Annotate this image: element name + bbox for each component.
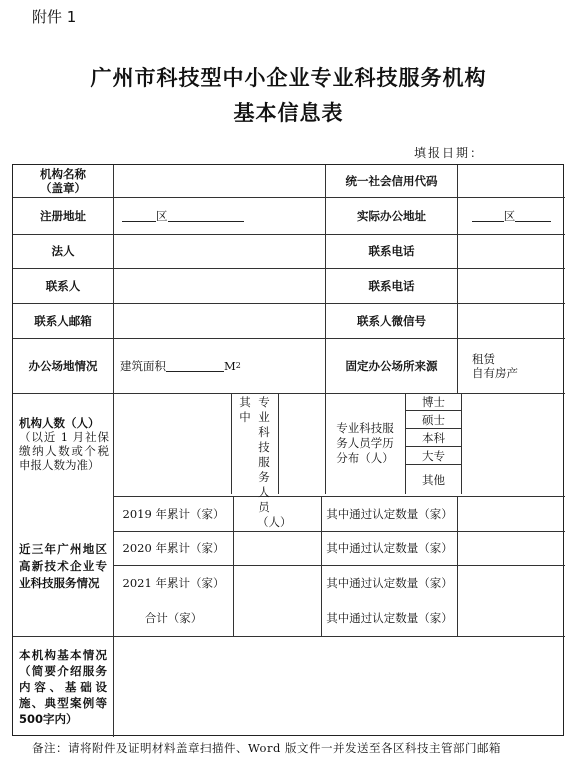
building-area-label: 建筑面积 [120, 358, 166, 373]
staff-count-title: 机构人数（人） [19, 415, 100, 430]
office-address-field[interactable] [458, 197, 565, 234]
degree-other: 其他 [422, 472, 445, 487]
building-area-field[interactable] [114, 338, 331, 393]
source-rent-option[interactable]: 租赁 [472, 351, 495, 366]
page-subtitle: 基本信息表 [233, 101, 344, 125]
professional-staff-text: 专业科技服务人员（人） [257, 395, 292, 529]
district-blank[interactable] [122, 209, 156, 222]
office-source-options[interactable] [458, 338, 565, 393]
year-2019-label: 2019 年累计（家） [122, 506, 225, 521]
district-label: 区 [156, 208, 168, 223]
phone-label: 联系电话 [368, 244, 415, 258]
col-line [325, 393, 326, 494]
info-table [12, 164, 564, 736]
year-2019-field[interactable] [234, 496, 321, 531]
year-2020-field[interactable] [234, 531, 321, 565]
degree-phd: 博士 [422, 394, 445, 409]
year-2021-label: 2021 年累计（家） [122, 575, 225, 590]
legal-person-field[interactable] [114, 234, 325, 268]
contact-wechat-label: 联系人微信号 [357, 313, 426, 328]
basic-info-field[interactable] [114, 637, 565, 737]
certified-2019-field[interactable] [458, 496, 565, 531]
fill-date-label: 填报日期： [414, 146, 485, 160]
professional-staff-label [232, 395, 292, 529]
district-blank[interactable] [472, 209, 504, 222]
year-2021-field[interactable] [234, 565, 321, 600]
basic-info-label: 本机构基本情况（简要介绍服务内容、基础设施、典型案例等500字内） [19, 648, 107, 726]
reg-address-field[interactable] [114, 197, 333, 234]
contact-phone-label: 联系电话 [368, 278, 415, 293]
attachment-label: 附件 1 [32, 8, 77, 26]
total-field[interactable] [234, 600, 321, 636]
contact-wechat-field[interactable] [458, 303, 565, 338]
area-unit-sup: 2 [235, 360, 241, 370]
office-address-label: 实际办公地址 [357, 208, 426, 223]
source-own-option[interactable]: 自有房产 [472, 365, 518, 380]
district-label: 区 [503, 208, 516, 223]
contact-phone-field[interactable] [458, 268, 565, 303]
contact-label: 联系人 [45, 278, 81, 293]
degree-college: 大专 [422, 448, 445, 463]
area-unit: M [224, 358, 236, 373]
total-label: 合计（家） [144, 611, 203, 625]
footer-note: 备注：请将附件及证明材料盖章扫描件、Word 版文件一并发送至各区科技主管部门邮箱 [32, 741, 501, 755]
reg-address-label: 注册地址 [40, 208, 86, 223]
certified-total-field[interactable] [458, 600, 565, 636]
credit-code-field[interactable] [458, 165, 565, 197]
certified-2020-field[interactable] [458, 531, 565, 565]
office-source-label: 固定办公场所来源 [345, 358, 438, 373]
area-blank[interactable] [166, 359, 224, 372]
among-label: 其中 [239, 395, 251, 424]
education-dist-field[interactable] [462, 393, 565, 494]
contact-email-label: 联系人邮箱 [34, 313, 92, 328]
professional-staff-field[interactable] [279, 393, 325, 494]
org-name-field[interactable] [114, 165, 325, 197]
page-title: 广州市科技型中小企业专业科技服务机构 [90, 66, 487, 90]
certified-total-label: 其中通过认定数量（家） [326, 611, 453, 625]
degree-master: 硕士 [422, 412, 445, 427]
address-blank[interactable] [515, 209, 551, 222]
staff-count-note: （以近 1 月社保缴纳人数或个税申报人数为准） [19, 429, 109, 472]
phone-field[interactable] [458, 234, 565, 268]
education-dist-label: 专业科技服务人员学历分布（人） [336, 421, 394, 465]
legal-person-label: 法人 [51, 244, 75, 258]
certified-2021-label: 其中通过认定数量（家） [326, 575, 453, 590]
contact-field[interactable] [114, 268, 325, 303]
certified-2021-field[interactable] [458, 565, 565, 600]
recent-services-label: 近三年广州地区高新技术企业专业科技服务情况 [19, 541, 107, 590]
office-status-label: 办公场地情况 [28, 358, 98, 373]
year-2020-label: 2020 年累计（家） [122, 541, 225, 555]
staff-count-cell [19, 393, 109, 494]
staff-count-field[interactable] [114, 393, 231, 494]
org-name-label: 机构名称 （盖章） [40, 167, 86, 195]
address-blank[interactable] [168, 209, 244, 222]
credit-code-label: 统一社会信用代码 [345, 174, 438, 188]
degree-bachelor: 本科 [422, 430, 445, 445]
certified-2019-label: 其中通过认定数量（家） [326, 506, 453, 521]
certified-2020-label: 其中通过认定数量（家） [326, 541, 453, 555]
contact-email-field[interactable] [114, 303, 325, 338]
